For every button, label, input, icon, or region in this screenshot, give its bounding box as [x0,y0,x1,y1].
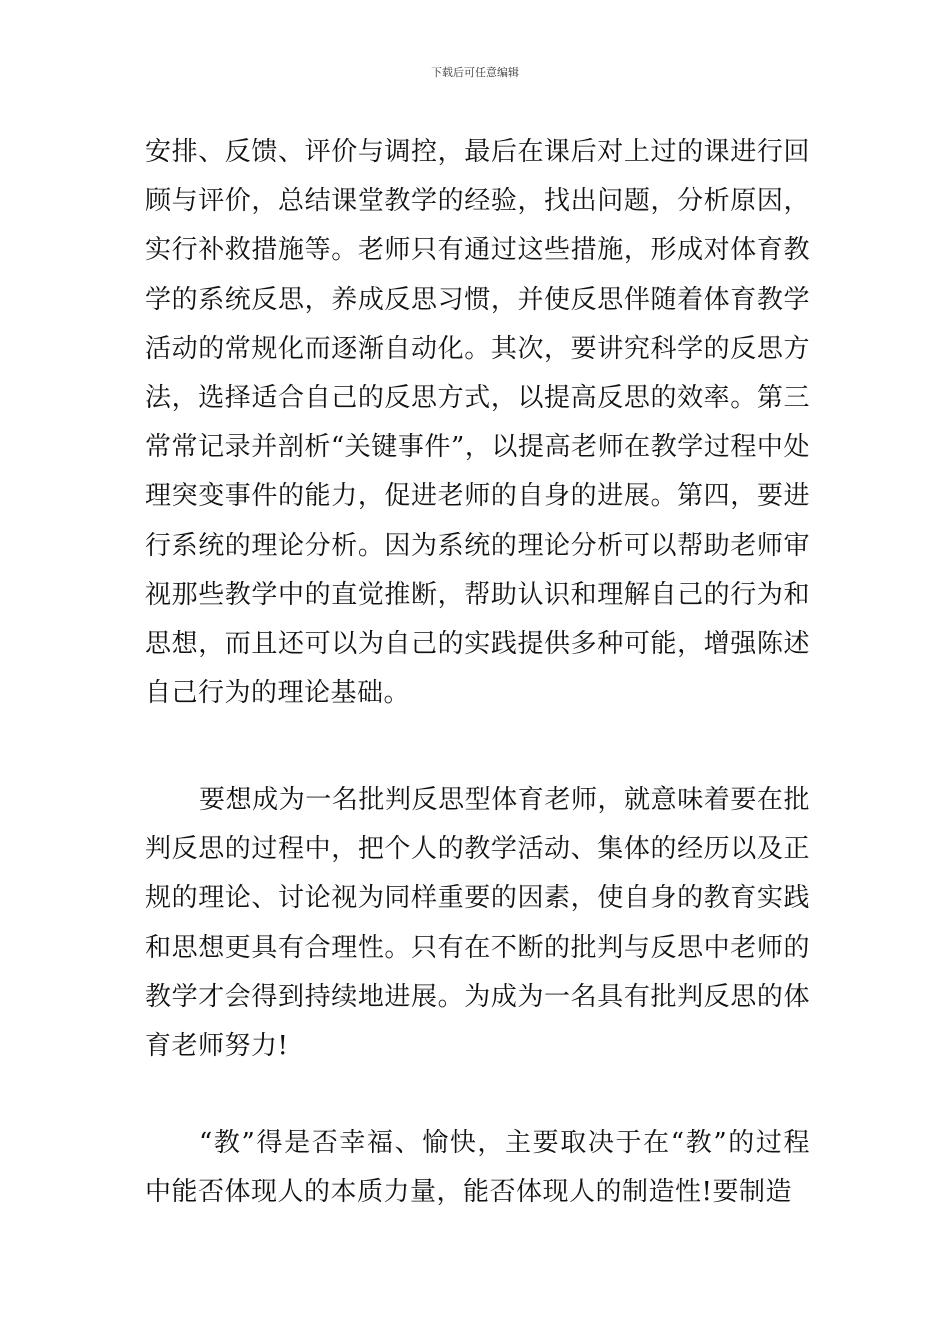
paragraph-1: 安排、反馈、评价与调控，最后在课后对上过的课进行回顾与评价，总结课堂教学的经验，找出问题，分析原因，实行补救措施等。老师只有通过这些措施，形成对体育教学的系统反思，养成反思习惯，并使反思伴随着体育教学活动的常规化而逐渐自动化。其次，要讲究科学的反思方法，选择适合自己的反思方式，以提高反思的效率。第三常常记录并剖析“关键事件”，以提高老师在教学过程中处理突变事件的能力，促进老师的自身的进展。第四，要进行系统的理论分析。因为系统的理论分析可以帮助老师审视那些教学中的直觉推断，帮助认识和理解自己的行为和思想，而且还可以为自己的实践提供多种可能，增强陈述自己行为的理论基础。 [145,137,810,709]
paragraph-3: “教”得是否幸福、愉快，主要取决于在“教”的过程中能否体现人的本质力量，能否体现人的制造性!要制造 [145,1128,810,1208]
page-header: 下载后可任意编辑 [431,66,519,79]
paragraph-2: 要想成为一名批判反思型体育老师，就意味着要在批判反思的过程中，把个人的教学活动、集体的经历以及正规的理论、讨论视为同样重要的因素，使自身的教育实践和思想更具有合理性。只有在不断的批判与反思中老师的教学才会得到持续地进展。为成为一名具有批判反思的体育老师努力! [145,785,810,1062]
